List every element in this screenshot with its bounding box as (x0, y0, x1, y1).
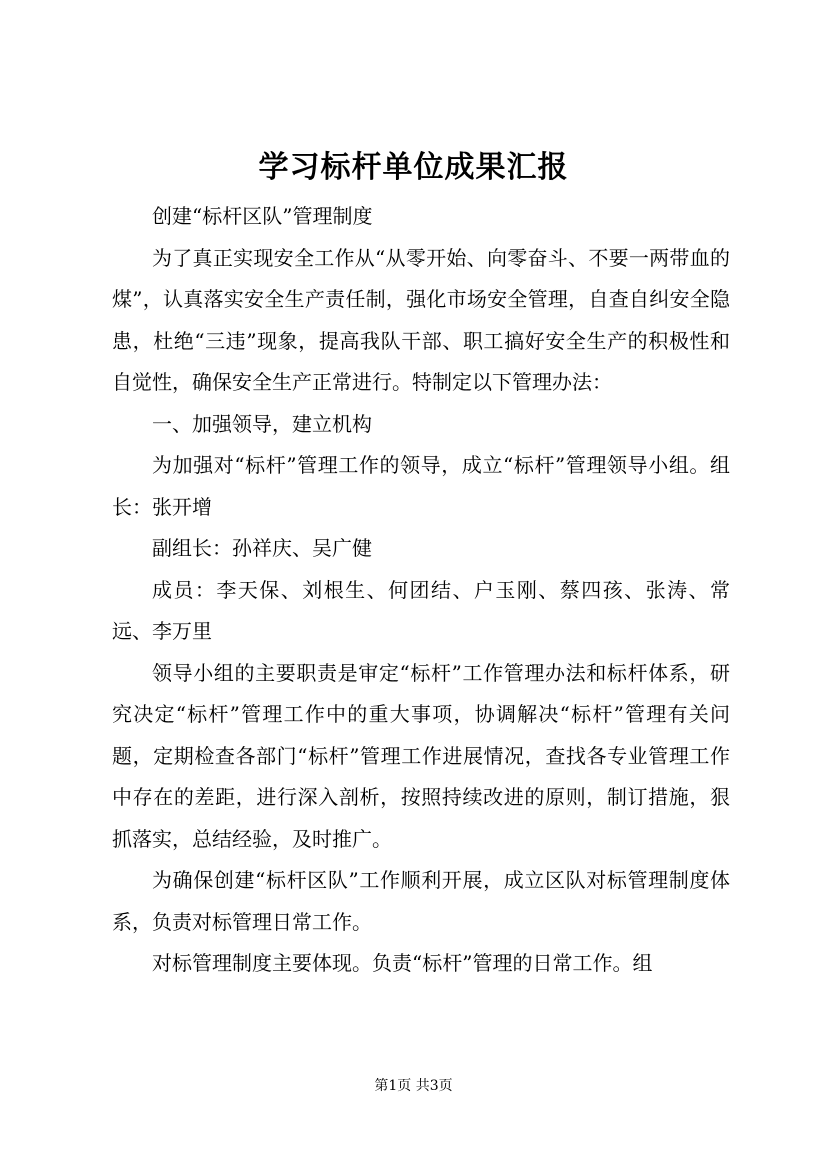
document-body (112, 196, 730, 985)
paragraph: 成员：李天保、刘根生、何团结、户玉刚、蔡四孩、张涛、常远、李万里 (112, 577, 730, 643)
paragraph: 为了真正实现安全工作从“从零开始、向零奋斗、不要一两带血的煤”，认真落实安全生产责任制，强化市场安全管理，自查自纠安全隐患，杜绝“三违”现象，提高我队干部、职工搞好安全生产的积极性和自觉性，确保安全生产正常进行。特制定以下管理办法： (112, 245, 730, 394)
paragraph: 为加强对“标杆”管理工作的领导，成立“标杆”管理领导小组。组长：张开增 (112, 453, 730, 519)
section-heading: 一、加强领导，建立机构 (152, 411, 372, 436)
paragraph: 对标管理制度主要体现。负责“标杆”管理的日常工作。组 (152, 951, 653, 975)
page-number-footer: 第1页 共3页 (374, 1078, 453, 1094)
document-title: 学习标杆单位成果汇报 (258, 150, 569, 185)
section-heading: 创建“标杆区队”管理制度 (152, 204, 373, 228)
paragraph: 为确保创建“标杆区队”工作顺利开展，成立区队对标管理制度体系，负责对标管理日常工作。 (112, 868, 730, 934)
paragraph: 副组长：孙祥庆、吴广健 (152, 536, 372, 560)
paragraph: 领导小组的主要职责是审定“标杆”工作管理办法和标杆体系，研究决定“标杆”管理工作中的重大事项，协调解决“标杆”管理有关问题，定期检查各部门“标杆”管理工作进展情况，查找各专业管理工作中存在的差距，进行深入剖析，按照持续改进的原则，制订措施，狠抓落实，总结经验，及时推广。 (112, 660, 730, 851)
